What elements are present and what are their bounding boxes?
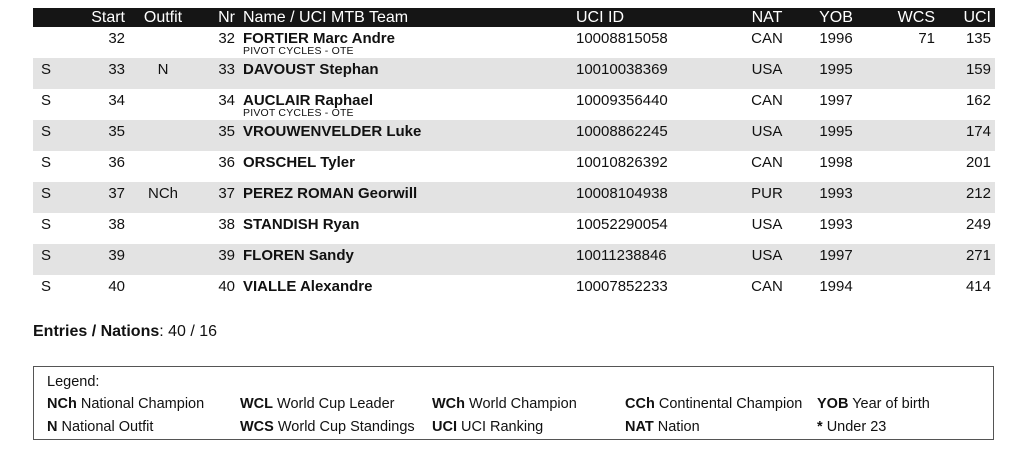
legend-desc: Year of birth <box>852 396 930 412</box>
cell-yob: 1993 <box>819 185 853 202</box>
legend-abbr: WCL <box>240 396 274 412</box>
cell-uci: 271 <box>965 247 991 264</box>
header-wcs: WCS <box>897 9 935 26</box>
cell-status: S <box>41 185 52 202</box>
table-row <box>33 27 995 58</box>
table-row <box>33 244 995 275</box>
table-row <box>33 275 995 306</box>
cell-nr: 34 <box>218 92 235 109</box>
entries-value: : 40 / 16 <box>159 323 218 340</box>
legend-abbr: UCI <box>432 419 457 435</box>
legend-item <box>47 396 204 412</box>
cell-nat: CAN <box>751 154 783 171</box>
cell-status: S <box>41 92 52 109</box>
entries-nations <box>33 323 217 341</box>
cell-uci: 159 <box>965 61 991 78</box>
cell-uci-id: 10007852233 <box>576 278 668 295</box>
cell-status: S <box>41 123 52 140</box>
cell-nr: 38 <box>218 216 235 233</box>
legend-desc: World Cup Standings <box>277 419 415 435</box>
legend-item <box>432 396 577 412</box>
cell-uci: 249 <box>965 216 991 233</box>
header-yob: YOB <box>819 9 853 26</box>
legend-item <box>625 419 700 435</box>
cell-yob: 1998 <box>819 154 853 171</box>
cell-uci: 174 <box>965 123 991 140</box>
table-row <box>33 58 995 89</box>
cell-start: 37 <box>108 185 125 202</box>
legend-desc: World Champion <box>469 396 577 412</box>
legend-desc: World Cup Leader <box>277 396 395 412</box>
table-row <box>33 89 995 120</box>
cell-start: 35 <box>108 123 125 140</box>
cell-uci-id: 10008104938 <box>576 185 668 202</box>
header-nr: Nr <box>218 9 235 26</box>
cell-status: S <box>41 278 52 295</box>
cell-start: 40 <box>108 278 125 295</box>
legend-item <box>625 396 802 412</box>
legend-desc: Continental Champion <box>658 396 803 412</box>
legend-abbr: * <box>817 419 823 435</box>
header-nat: NAT <box>751 9 783 26</box>
cell-uci: 162 <box>965 92 991 109</box>
cell-yob: 1997 <box>819 247 853 264</box>
cell-nr: 36 <box>218 154 235 171</box>
table-row <box>33 120 995 151</box>
cell-nat: CAN <box>751 92 783 109</box>
table-row <box>33 151 995 182</box>
cell-nat: USA <box>751 216 783 233</box>
cell-nr: 32 <box>218 30 235 47</box>
cell-status: S <box>41 61 52 78</box>
legend-title: Legend: <box>47 374 100 390</box>
cell-uci-id: 10052290054 <box>576 216 668 233</box>
cell-name: STANDISH Ryan <box>243 216 360 233</box>
cell-yob: 1994 <box>819 278 853 295</box>
cell-nr: 39 <box>218 247 235 264</box>
cell-nat: CAN <box>751 278 783 295</box>
legend-item <box>432 419 543 435</box>
legend-item <box>47 419 153 435</box>
cell-nat: USA <box>751 123 783 140</box>
header-start: Start <box>91 9 125 26</box>
cell-uci-id: 10010038369 <box>576 61 668 78</box>
cell-uci-id: 10008862245 <box>576 123 668 140</box>
legend-abbr: WCh <box>432 396 466 412</box>
legend-desc: UCI Ranking <box>461 419 544 435</box>
cell-yob: 1993 <box>819 216 853 233</box>
cell-uci-id: 10011238846 <box>576 247 667 264</box>
table-body <box>33 27 995 306</box>
legend-item <box>240 419 415 435</box>
table-row <box>33 182 995 213</box>
cell-uci: 201 <box>965 154 991 171</box>
legend-desc: Under 23 <box>826 419 887 435</box>
cell-status: S <box>41 154 52 171</box>
start-list-table <box>33 8 995 306</box>
legend-desc: Nation <box>657 419 700 435</box>
cell-yob: 1995 <box>819 123 853 140</box>
cell-start: 39 <box>108 247 125 264</box>
cell-name: VROUWENVELDER Luke <box>243 123 422 140</box>
legend-item <box>817 419 886 435</box>
cell-nr: 40 <box>218 278 235 295</box>
header-name: Name / UCI MTB Team <box>243 9 409 26</box>
cell-name: ORSCHEL Tyler <box>243 154 355 171</box>
cell-name: PEREZ ROMAN Georwill <box>243 185 418 202</box>
legend-box <box>33 366 994 440</box>
header-uci-id: UCI ID <box>576 9 624 26</box>
legend-abbr: CCh <box>625 396 655 412</box>
cell-name: FLOREN Sandy <box>243 247 354 264</box>
table-row <box>33 213 995 244</box>
cell-start: 32 <box>108 30 125 47</box>
cell-uci: 414 <box>965 278 991 295</box>
cell-status: S <box>41 216 52 233</box>
cell-yob: 1996 <box>819 30 853 47</box>
cell-start: 34 <box>108 92 125 109</box>
legend-desc: National Champion <box>80 396 205 412</box>
cell-status: S <box>41 247 52 264</box>
legend-desc: National Outfit <box>61 419 154 435</box>
entries-label: Entries / Nations <box>33 323 160 340</box>
cell-nat: PUR <box>751 185 783 202</box>
cell-yob: 1995 <box>819 61 853 78</box>
cell-uci: 212 <box>965 185 991 202</box>
cell-uci-id: 10010826392 <box>576 154 668 171</box>
cell-uci-id: 10009356440 <box>576 92 668 109</box>
cell-start: 38 <box>108 216 125 233</box>
cell-name: FORTIER Marc Andre <box>243 30 395 47</box>
cell-nat: CAN <box>751 30 783 47</box>
cell-yob: 1997 <box>819 92 853 109</box>
cell-name: VIALLE Alexandre <box>243 278 373 295</box>
cell-nat: USA <box>751 247 783 264</box>
legend-abbr: WCS <box>240 419 274 435</box>
cell-nat: USA <box>751 61 783 78</box>
cell-uci-id: 10008815058 <box>576 30 668 47</box>
legend-item <box>817 396 930 412</box>
cell-outfit: NCh <box>147 185 178 202</box>
cell-outfit: N <box>157 61 169 78</box>
legend-abbr: YOB <box>817 396 849 412</box>
header-outfit: Outfit <box>143 9 183 26</box>
cell-wcs: 71 <box>918 30 935 47</box>
legend-abbr: NAT <box>625 419 654 435</box>
legend-item <box>240 396 394 412</box>
cell-start: 36 <box>108 154 125 171</box>
table-header <box>33 8 995 27</box>
cell-name: DAVOUST Stephan <box>243 61 379 78</box>
legend-abbr: NCh <box>47 396 77 412</box>
cell-start: 33 <box>108 61 125 78</box>
cell-uci: 135 <box>965 30 991 47</box>
cell-team: PIVOT CYCLES - OTE <box>243 107 354 119</box>
cell-name: AUCLAIR Raphael <box>243 92 374 109</box>
cell-nr: 35 <box>218 123 235 140</box>
legend-abbr: N <box>47 419 58 435</box>
cell-nr: 37 <box>218 185 235 202</box>
header-uci: UCI <box>963 9 991 26</box>
cell-nr: 33 <box>218 61 235 78</box>
cell-team: PIVOT CYCLES - OTE <box>243 45 354 57</box>
